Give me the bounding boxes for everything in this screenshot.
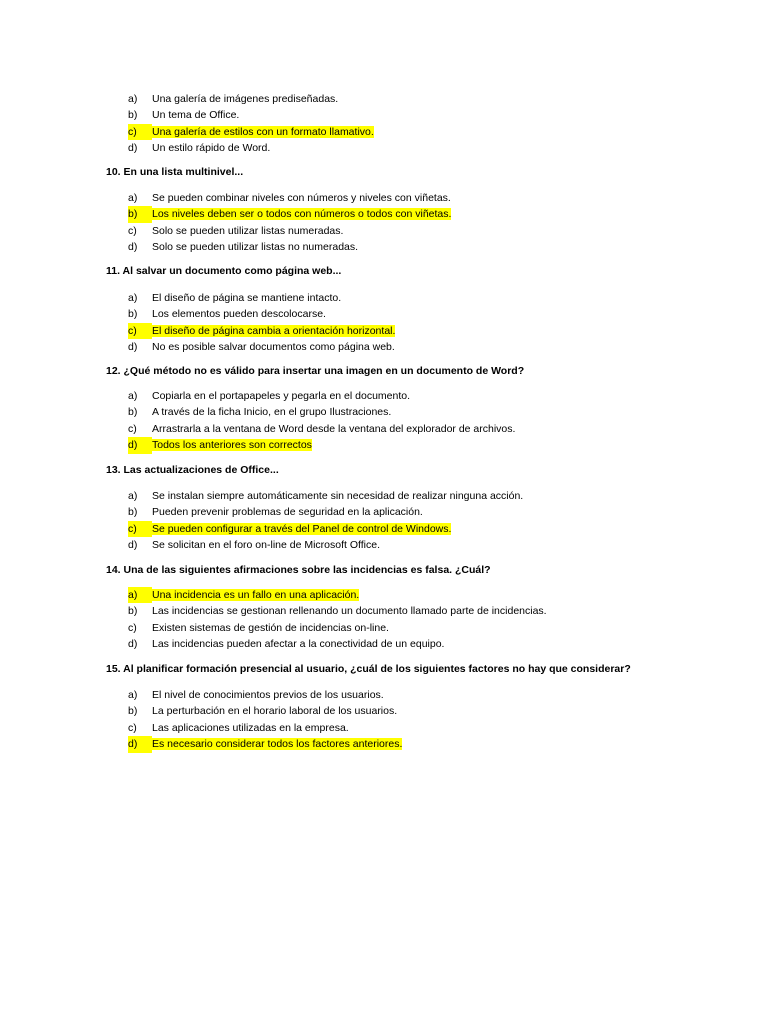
answer-option xyxy=(128,239,451,255)
option-letter: c) xyxy=(128,621,137,634)
option-letter: b) xyxy=(128,705,138,718)
answer-option xyxy=(128,620,547,636)
answer-option xyxy=(128,107,374,123)
answer-option xyxy=(128,537,523,553)
option-letter: d) xyxy=(128,241,138,254)
option-letter: b) xyxy=(128,506,138,519)
option-letter: c) xyxy=(128,521,152,537)
option-letter: c) xyxy=(128,124,152,140)
answer-option-correct xyxy=(128,587,547,603)
answer-option xyxy=(128,306,395,322)
option-text: Una galería de imágenes prediseñadas. xyxy=(152,93,339,105)
answer-option-correct xyxy=(128,736,402,752)
answer-options xyxy=(128,488,523,554)
question-title: 14. Una de las siguientes afirmaciones sobre las incidencias es falsa. ¿Cuál? xyxy=(106,564,491,576)
option-letter: d) xyxy=(128,539,138,552)
option-letter: a) xyxy=(128,587,152,603)
answer-option-correct xyxy=(128,437,515,453)
option-letter: b) xyxy=(128,605,138,618)
option-text: El nivel de conocimientos previos de los usuarios. xyxy=(152,689,384,701)
question-title: 15. Al planificar formación presencial al usuario, ¿cuál de los siguientes factores no hay que considerar? xyxy=(106,663,631,675)
option-letter: d) xyxy=(128,638,138,651)
option-letter: c) xyxy=(128,422,137,435)
option-text: Es necesario considerar todos los factores anteriores. xyxy=(152,738,403,751)
option-text: Se pueden combinar niveles con números y niveles con viñetas. xyxy=(152,192,451,204)
answer-option xyxy=(128,687,402,703)
option-text: Los elementos pueden descolocarse. xyxy=(152,308,326,321)
option-text: Se solicitan en el foro on-line de Microsoft Office. xyxy=(152,539,381,552)
option-text: Un estilo rápido de Word. xyxy=(152,142,271,155)
answer-option-correct xyxy=(128,206,451,222)
option-text: Solo se pueden utilizar listas numeradas. xyxy=(152,224,344,237)
answer-option xyxy=(128,140,374,156)
answer-option xyxy=(128,603,547,619)
question-title: 12. ¿Qué método no es válido para insertar una imagen en un documento de Word? xyxy=(106,365,525,377)
option-letter: a) xyxy=(128,192,138,204)
answer-option xyxy=(128,703,402,719)
answer-option xyxy=(128,404,515,420)
option-letter: c) xyxy=(128,721,137,734)
answer-option xyxy=(128,339,395,355)
option-text: Copiarla en el portapapeles y pegarla en el documento. xyxy=(152,390,411,402)
option-text: Una incidencia es un fallo en una aplicación. xyxy=(152,589,360,601)
answer-option-correct xyxy=(128,124,374,140)
option-letter: a) xyxy=(128,689,138,701)
option-text: A través de la ficha Inicio, en el grupo Ilustraciones. xyxy=(152,406,392,419)
answer-option xyxy=(128,421,515,437)
option-letter: c) xyxy=(128,323,152,339)
question-title: 13. Las actualizaciones de Office... xyxy=(106,464,279,476)
option-text: Arrastrarla a la ventana de Word desde la ventana del explorador de archivos. xyxy=(152,422,516,435)
option-text: Las incidencias se gestionan rellenando un documento llamado parte de incidencias. xyxy=(152,605,547,618)
answer-options xyxy=(128,388,515,454)
answer-option xyxy=(128,290,395,306)
option-letter: b) xyxy=(128,308,138,321)
option-letter: d) xyxy=(128,341,138,354)
option-letter: b) xyxy=(128,406,138,419)
answer-options xyxy=(128,91,374,157)
option-text: La perturbación en el horario laboral de los usuarios. xyxy=(152,705,398,718)
option-letter: b) xyxy=(128,109,138,122)
question-title: 10. En una lista multinivel... xyxy=(106,166,244,178)
option-text: No es posible salvar documentos como página web. xyxy=(152,341,395,354)
option-letter: a) xyxy=(128,490,138,502)
option-letter: a) xyxy=(128,292,138,304)
option-text: Se pueden configurar a través del Panel de control de Windows. xyxy=(152,522,452,535)
answer-option xyxy=(128,223,451,239)
answer-option-correct xyxy=(128,521,523,537)
option-text: Las incidencias pueden afectar a la conectividad de un equipo. xyxy=(152,638,445,651)
option-letter: d) xyxy=(128,437,152,453)
answer-options xyxy=(128,290,395,356)
answer-options xyxy=(128,687,402,753)
option-letter: d) xyxy=(128,142,138,155)
answer-option xyxy=(128,636,547,652)
answer-options xyxy=(128,190,451,256)
answer-option xyxy=(128,190,451,206)
answer-option xyxy=(128,720,402,736)
answer-option xyxy=(128,91,374,107)
option-text: Un tema de Office. xyxy=(152,109,240,122)
answer-option xyxy=(128,388,515,404)
option-text: Existen sistemas de gestión de incidencias on-line. xyxy=(152,621,389,634)
option-text: Los niveles deben ser o todos con números o todos con viñetas. xyxy=(152,208,452,221)
option-letter: a) xyxy=(128,93,138,105)
answer-option xyxy=(128,488,523,504)
option-text: Pueden prevenir problemas de seguridad en la aplicación. xyxy=(152,506,423,519)
answer-options xyxy=(128,587,547,653)
option-letter: a) xyxy=(128,390,138,402)
question-title: 11. Al salvar un documento como página web... xyxy=(106,265,342,277)
option-letter: d) xyxy=(128,736,152,752)
option-text: El diseño de página se mantiene intacto. xyxy=(152,292,342,304)
option-letter: b) xyxy=(128,206,152,222)
option-text: El diseño de página cambia a orientación horizontal. xyxy=(152,324,396,337)
option-text: Las aplicaciones utilizadas en la empresa. xyxy=(152,721,349,734)
option-text: Una galería de estilos con un formato llamativo. xyxy=(152,125,374,138)
option-text: Todos los anteriores son correctos xyxy=(152,439,312,452)
option-text: Solo se pueden utilizar listas no numeradas. xyxy=(152,241,359,254)
option-letter: c) xyxy=(128,224,137,237)
answer-option-correct xyxy=(128,323,395,339)
answer-option xyxy=(128,504,523,520)
option-text: Se instalan siempre automáticamente sin necesidad de realizar ninguna acción. xyxy=(152,490,524,502)
